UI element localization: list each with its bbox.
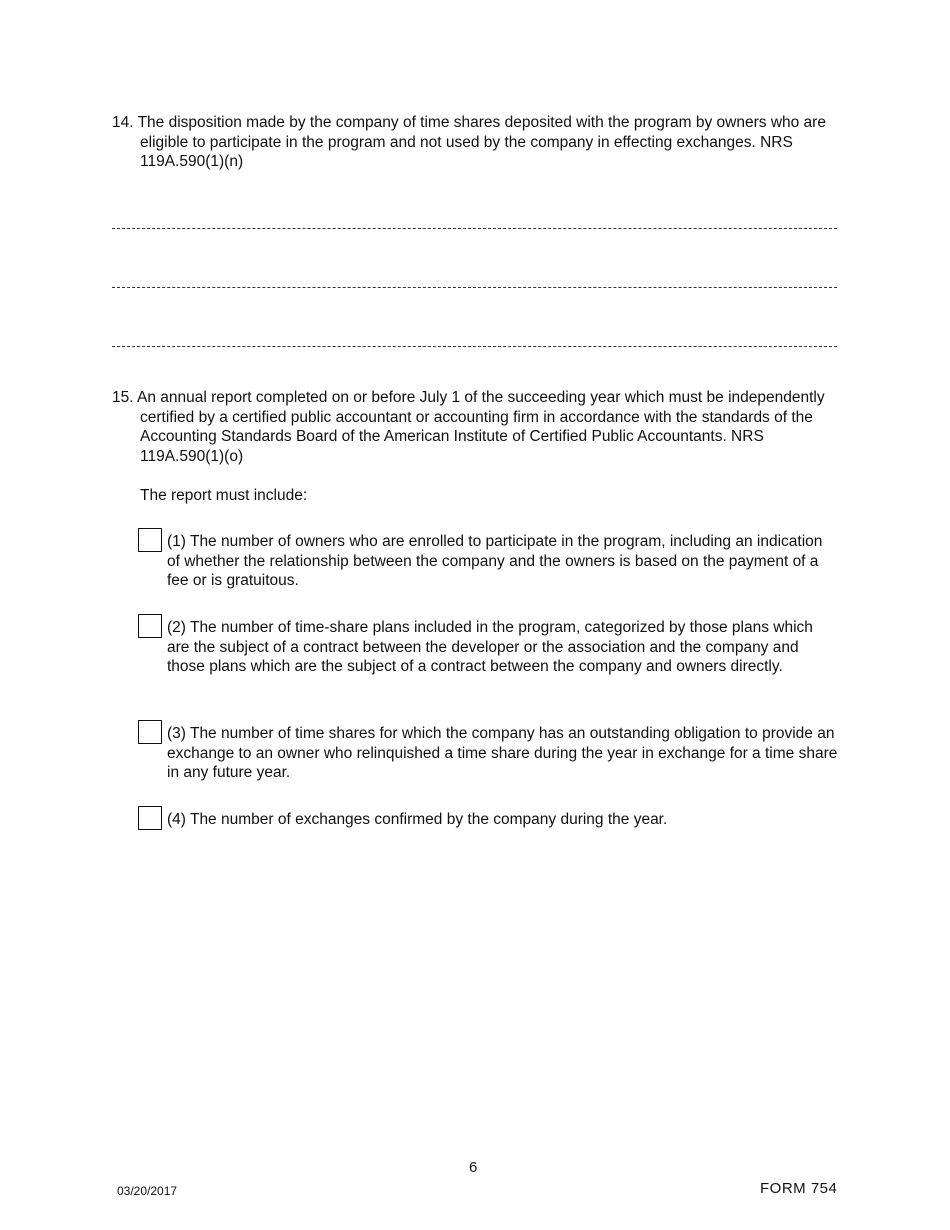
item-15-text: 15. An annual report completed on or before July 1 of the succeeding year which must be independently certified by a certified public accountant or accounting firm in accordance with the standards of the Accounting Standards Board of the American Institute of Certified Public Accountants. NRS 119A.590(1)(o): [112, 389, 825, 465]
check-item-3-label: (3) The number of time shares for which the company has an outstanding obligation to provide an exchange to an owner who relinquished a time share during the year in exchange for a time share in any future year.: [167, 725, 838, 781]
item-14: [112, 113, 840, 172]
checkbox-4[interactable]: [138, 806, 162, 830]
checkbox-2[interactable]: [138, 614, 162, 638]
item-15: [112, 388, 840, 466]
checkbox-1[interactable]: [138, 528, 162, 552]
form-number: FORM 754: [760, 1180, 838, 1197]
report-intro: The report must include:: [140, 487, 308, 504]
check-item-4: [138, 810, 838, 830]
check-item-1: [138, 532, 838, 591]
check-item-2-label: (2) The number of time-share plans included in the program, categorized by those plans which are the subject of a contract between the developer or the association and the company and those plans which are the subject of a contract between the company and owners directly.: [167, 619, 813, 675]
answer-line-1[interactable]: [112, 228, 837, 229]
check-item-2: [138, 618, 838, 677]
page-number: 6: [469, 1159, 478, 1176]
footer-date: 03/20/2017: [117, 1184, 178, 1198]
checkbox-3[interactable]: [138, 720, 162, 744]
check-item-3: [138, 724, 838, 783]
item-14-text: 14. The disposition made by the company of time shares deposited with the program by owners who are eligible to participate in the program and not used by the company in effecting exchanges. NRS 119A.590(1)(n): [112, 114, 826, 170]
answer-line-2[interactable]: [112, 287, 837, 288]
check-item-4-label: (4) The number of exchanges confirmed by the company during the year.: [167, 811, 668, 828]
answer-line-3[interactable]: [112, 346, 837, 347]
check-item-1-label: (1) The number of owners who are enrolled to participate in the program, including an indication of whether the relationship between the company and the owners is based on the payment of a fee or is gratuitous.: [167, 533, 823, 589]
